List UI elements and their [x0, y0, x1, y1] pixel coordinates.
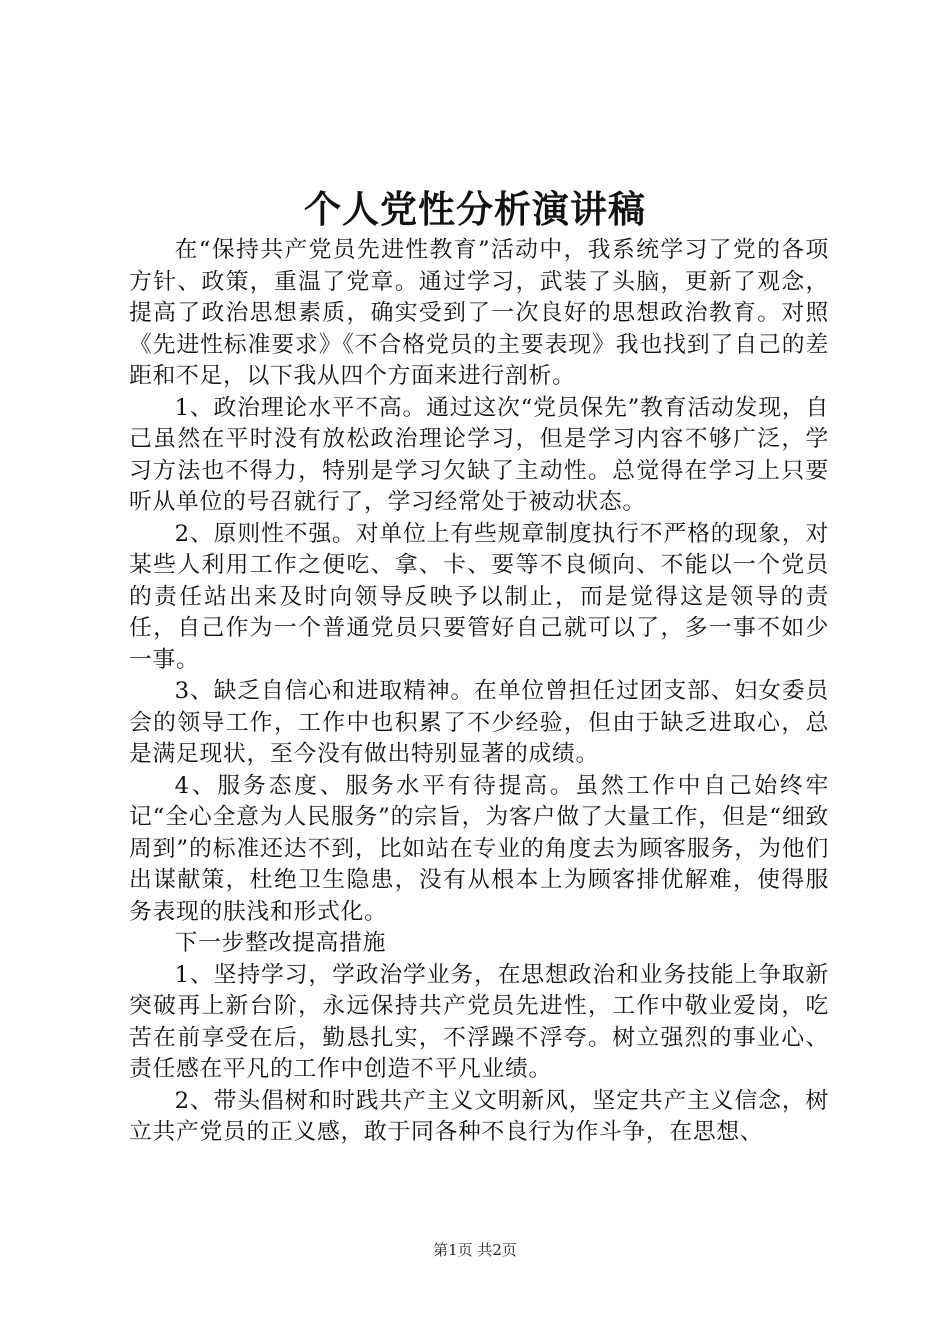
issue-paragraph-2: 2、原则性不强。对单位上有些规章制度执行不严格的现象，对某些人利用工作之便吃、拿、卡、要等不良倾向、不能以一个党员的责任站出来及时向领导反映予以制止，而是觉得这是领导的责任，自己作为一个普通党员只要管好自己就可以了，多一事不如少一事。 — [129, 520, 829, 673]
measure-paragraph-1: 1、坚持学习，学政治学业务，在思想政治和业务技能上争取新突破再上新台阶，永远保持共产党员先进性，工作中敬业爱岗，吃苦在前享受在后，勤恳扎实，不浮躁不浮夸。树立强烈的事业心、责任感在平凡的工作中创造不平凡业绩。 — [129, 961, 829, 1082]
page-number-footer: 第1页 共2页 — [433, 1241, 517, 1259]
issue-paragraph-1: 1、政治理论水平不高。通过这次“党员保先”教育活动发现，自己虽然在平时没有放松政治理论学习，但是学习内容不够广泛，学习方法也不得力，特别是学习欠缺了主动性。总觉得在学习上只要听从单位的号召就行了，学习经常处于被动状态。 — [129, 394, 829, 515]
document-title: 个人党性分析演讲稿 — [304, 187, 646, 231]
document-body — [129, 235, 829, 1149]
intro-paragraph: 在“保持共产党员先进性教育”活动中，我系统学习了党的各项方针、政策，重温了党章。通过学习，武装了头脑，更新了观念，提高了政治思想素质，确实受到了一次良好的思想政治教育。对照《先进性标准要求》《不合格党员的主要表现》我也找到了自己的差距和不足，以下我从四个方面来进行剖析。 — [129, 237, 829, 389]
section-heading: 下一步整改提高措施 — [174, 930, 387, 956]
issue-paragraph-3: 3、缺乏自信心和进取精神。在单位曾担任过团支部、妇女委员会的领导工作，工作中也积累了不少经验，但由于缺乏进取心，总是满足现状，至今没有做出特别显著的成绩。 — [129, 678, 829, 767]
issue-paragraph-4: 4、服务态度、服务水平有待提高。虽然工作中自己始终牢记“全心全意为人民服务”的宗旨，为客户做了大量工作，但是“细致周到”的标准还达不到，比如站在专业的角度去为顾客服务，为他们出谋献策，杜绝卫生隐患，没有从根本上为顾客排优解难，使得服务表现的肤浅和形式化。 — [129, 772, 829, 925]
measure-paragraph-2: 2、带头倡树和时践共产主义文明新风，坚定共产主义信念，树立共产党员的正义感，敢于同各种不良行为作斗争，在思想、 — [129, 1087, 829, 1145]
